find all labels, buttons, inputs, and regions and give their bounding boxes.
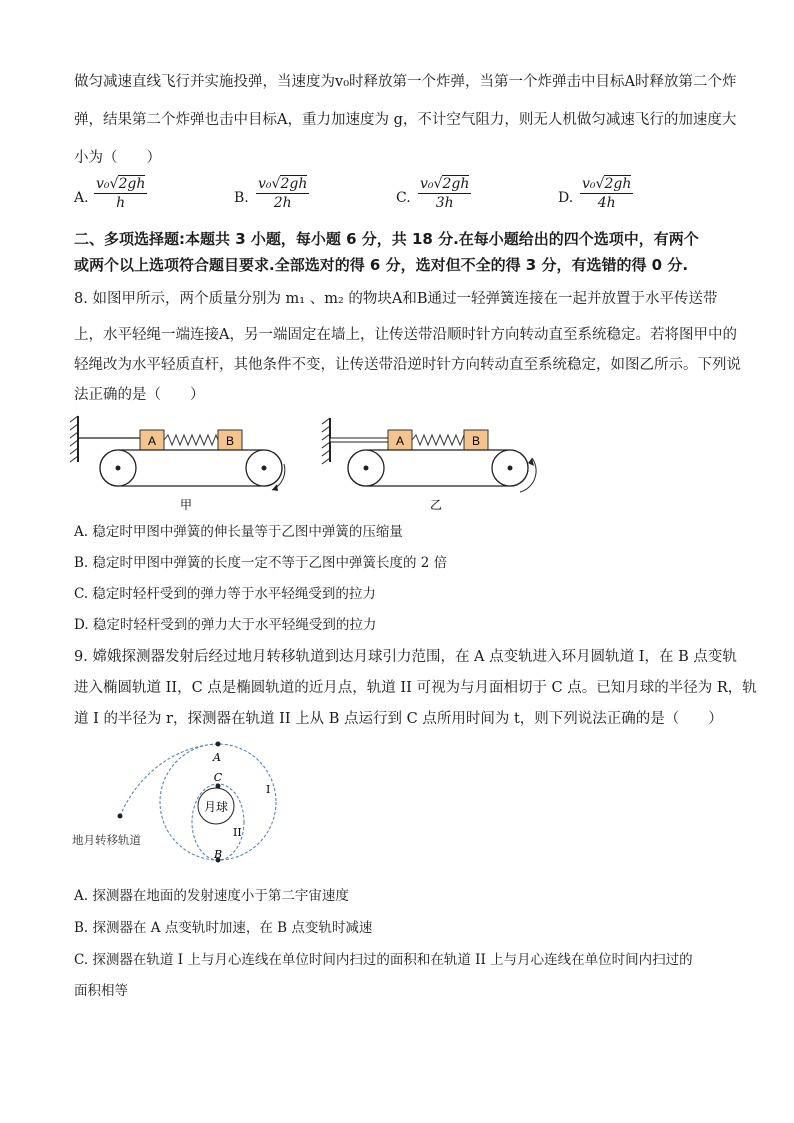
q7-option-c-label: C. xyxy=(396,190,411,206)
block-b-label: B xyxy=(225,434,235,448)
q7-option-d-formula: $\frac{\text{v₀√2gh}}{4h}$ xyxy=(582,176,632,211)
q7-text-line2: 弹，结果第二个炸弹也击中目标A，重力加速度为 g，不计空气阻力，则无人机做匀减速飞行的加速度大 xyxy=(74,112,737,128)
q7-option-d-label: D. xyxy=(558,190,574,206)
formula-v0: v₀ xyxy=(258,176,272,192)
q9-option-a[interactable]: A. 探测器在地面的发射速度小于第二宇宙速度 xyxy=(74,888,349,904)
q8-option-c[interactable]: C. 稳定时轻杆受到的弹力等于水平轻绳受到的拉力 xyxy=(74,586,376,602)
formula-v0: v₀ xyxy=(582,176,596,192)
formula-denominator: 3h xyxy=(435,195,454,211)
section2-heading-line1: 二、多项选择题:本题共 3 小题，每小题 6 分，共 18 分.在每小题给出的四个选项中，有两个 xyxy=(74,230,699,248)
q9-orbit-figure xyxy=(70,740,290,870)
formula-radicand: 2gh xyxy=(280,176,308,192)
formula-denominator: 4h xyxy=(597,195,616,211)
formula-denominator: 2h xyxy=(273,195,292,211)
q7-text-line1: 做匀减速直线飞行并实施投弹，当速度为v₀时释放第一个炸弹，当第一个炸弹击中目标A时释放第二个炸 xyxy=(74,74,737,90)
q8-text-line2: 上，水平轻绳一端连接A，另一端固定在墙上，让传送带沿顺时针方向转动直至系统稳定。若将图甲中的 xyxy=(74,327,737,343)
q9-option-c-line2: 面积相等 xyxy=(74,983,128,999)
block-b-label: B xyxy=(471,434,481,448)
q7-option-a-label: A. xyxy=(74,190,89,206)
point-a xyxy=(216,742,221,747)
formula-v0: v₀ xyxy=(420,176,434,192)
block-a-label: A xyxy=(395,434,405,448)
formula-v0: v₀ xyxy=(96,176,110,192)
q9-option-b[interactable]: B. 探测器在 A 点变轨时加速，在 B 点变轨时减速 xyxy=(74,920,373,936)
caption-yi: 乙 xyxy=(429,498,443,512)
point-c-label: C xyxy=(213,771,223,784)
q9-text-line1: 9. 嫦娥探测器发射后经过地月转移轨道到达月球引力范围，在 A 点变轨进入环月圆轨道 I，在 B 点变轨 xyxy=(74,649,737,665)
orbit-ii-label: II xyxy=(233,826,242,839)
q8-text-line1: 8. 如图甲所示，两个质量分别为 m₁ 、m₂ 的物块A和B通过一轻弹簧连接在一起并放置于水平传送带 xyxy=(74,291,718,307)
block-a-label: A xyxy=(147,434,157,448)
q8-option-a[interactable]: A. 稳定时甲图中弹簧的伸长量等于乙图中弹簧的压缩量 xyxy=(74,524,403,540)
q9-text-line3: 道 I 的半径为 r，探测器在轨道 II 上从 B 点运行到 C 点所用时间为 t，则下列说法正确的是（ ） xyxy=(74,711,723,727)
moon-label: 月球 xyxy=(203,800,229,814)
q7-option-b-formula: $\frac{\text{v₀√2gh}}{2h}$ xyxy=(258,176,308,211)
q8-conveyor-figure xyxy=(68,412,548,518)
formula-radicand: 2gh xyxy=(442,176,470,192)
caption-jia: 甲 xyxy=(179,498,193,512)
orbit-i-label: I xyxy=(266,783,271,796)
formula-denominator: h xyxy=(116,195,126,211)
section2-heading-line2: 或两个以上选项符合题目要求.全部选对的得 6 分，选对但不全的得 3 分，有选错的得 0 分. xyxy=(74,256,689,274)
point-b-label: B xyxy=(213,848,223,861)
q7-option-c-formula: $\frac{\text{v₀√2gh}}{3h}$ xyxy=(420,176,470,211)
point-c xyxy=(216,784,221,789)
q7-option-a-formula: $\frac{\text{v₀√2gh}}{h}$ xyxy=(96,176,146,211)
q9-option-c-line1[interactable]: C. 探测器在轨道 I 上与月心连线在单位时间内扫过的面积和在轨道 II 上与月心连线在单位时间内扫过的 xyxy=(74,952,693,968)
q7-option-b-label: B. xyxy=(234,190,249,206)
q8-option-b[interactable]: B. 稳定时甲图中弹簧的长度一定不等于乙图中弹簧长度的 2 倍 xyxy=(74,555,448,571)
q8-text-line3: 轻绳改为水平轻质直杆，其他条件不变，让传送带沿逆时针方向转动直至系统稳定，如图乙所示。下列说 xyxy=(74,357,741,373)
formula-radicand: 2gh xyxy=(118,176,146,192)
rod xyxy=(330,438,388,442)
q8-text-line4: 法正确的是（ ） xyxy=(74,387,205,403)
transfer-orbit-label: 地月转移轨道 xyxy=(72,833,141,847)
q9-text-line2: 进入椭圆轨道 II，C 点是椭圆轨道的近月点，轨道 II 可视为与月面相切于 C 点。已知月球的半径为 R，轨 xyxy=(74,680,757,696)
q8-option-d[interactable]: D. 稳定时轻杆受到的弹力大于水平轻绳受到的拉力 xyxy=(74,617,377,633)
figure-yi xyxy=(322,418,536,512)
formula-radicand: 2gh xyxy=(604,176,632,192)
q7-text-line3: 小为（ ） xyxy=(74,150,161,166)
figure-jia xyxy=(70,416,285,512)
point-a-label: A xyxy=(213,751,221,764)
